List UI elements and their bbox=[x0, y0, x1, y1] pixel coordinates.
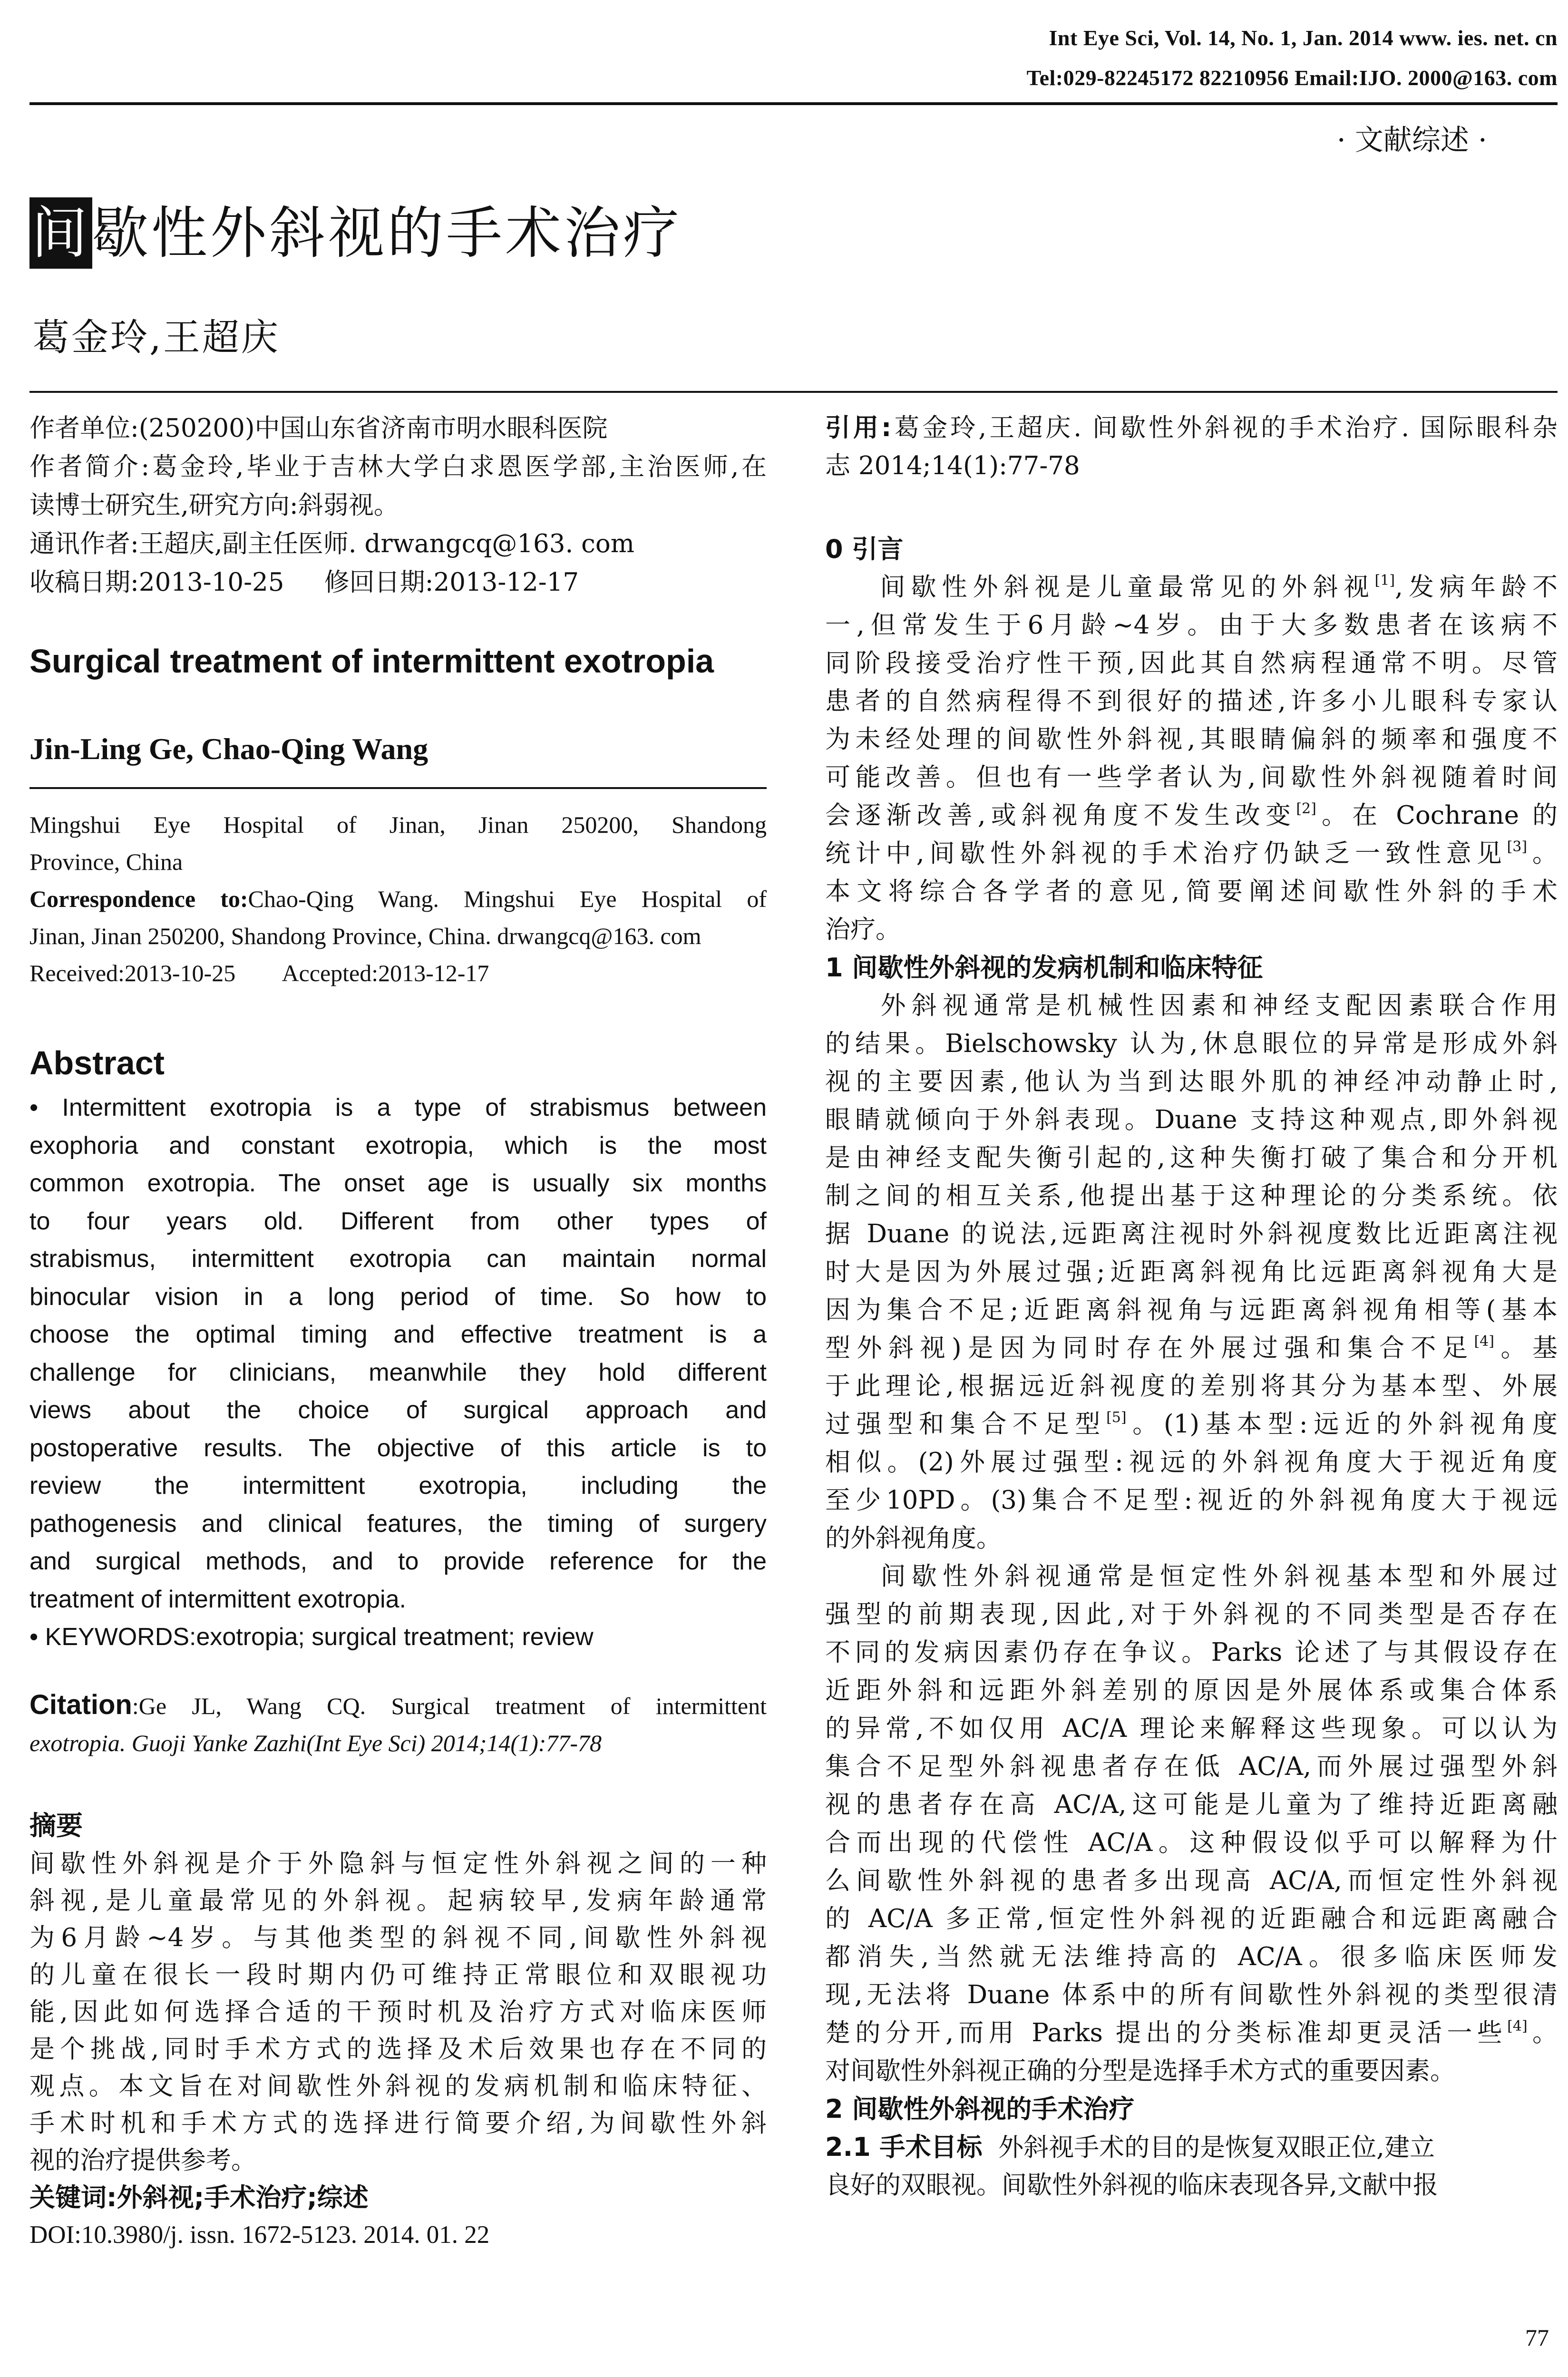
body-text bbox=[825, 530, 1558, 2204]
body-line: 可能改善。但也有一些学者认为,间歇性外斜视随着时间 bbox=[825, 763, 1558, 792]
cite-cn-label: 引用: bbox=[825, 413, 892, 442]
section-heading-2: 2 间歇性外斜视的手术治疗 bbox=[825, 2094, 1135, 2124]
body-line: 相似。(2)外展过强型:视远的外斜视角度大于视近角度 bbox=[825, 1448, 1558, 1477]
body-line: 型外斜视)是因为同时存在外展过强和集合不足[4]。基 bbox=[825, 1333, 1558, 1363]
info-line: 读博士研究生,研究方向:斜弱视。 bbox=[29, 491, 399, 520]
body-line: 对间歇性外斜视正确的分型是选择手术方式的重要因素。 bbox=[825, 2056, 1455, 2085]
body-line: 患者的自然病程得不到很好的描述,许多小儿眼科专家认 bbox=[825, 687, 1558, 716]
keywords-line: • KEYWORDS:exotropia; surgical treatment; review bbox=[29, 1623, 594, 1651]
body-line: 据 Duane 的说法,远距离注视时外斜视度数比近距离注视 bbox=[825, 1219, 1558, 1248]
body-line: 视的患者存在高 AC/A,这可能是儿童为了维持近距离融 bbox=[825, 1790, 1558, 1819]
abstract-line: common exotropia. The onset age is usually six months bbox=[29, 1169, 767, 1197]
abstract-line: treatment of intermittent exotropia. bbox=[29, 1585, 406, 1613]
body-line: 于此理论,根据远近斜视度的差别将其分为基本型、外展 bbox=[825, 1372, 1558, 1401]
body-line: 同阶段接受治疗性干预,因此其自然病程通常不明。尽管 bbox=[825, 649, 1558, 678]
zhaiyao-line: 能,因此如何选择合适的干预时机及治疗方式对临床医师 bbox=[29, 1997, 767, 2026]
abstract-line: views about the choice of surgical approach and bbox=[29, 1396, 767, 1424]
citation-line: exotropia. Guoji Yanke Zazhi(Int Eye Sci) 2014;14(1):77-78 bbox=[29, 1730, 602, 1756]
body-line: 的异常,不如仅用 AC/A 理论来解释这些现象。可以认为 bbox=[825, 1714, 1558, 1743]
body-line: 视的主要因素,他认为当到达眼外肌的神经冲动静止时, bbox=[825, 1067, 1558, 1096]
body-line: 本文将综合各学者的意见,简要阐述间歇性外斜的手术 bbox=[825, 877, 1558, 906]
abstract-line: to four years old. Different from other types of bbox=[29, 1207, 767, 1235]
body-line: 的外斜视角度。 bbox=[825, 1524, 1002, 1553]
correspondence-line: Jinan, Jinan 250200, Shandong Province, China. drwangcq@163. com bbox=[29, 923, 701, 949]
body-line: 统计中,间歇性外斜视的手术治疗仍缺乏一致性意见[3]。 bbox=[825, 838, 1558, 868]
cite-cn-line: 引用:葛金玲,王超庆. 间歇性外斜视的手术治疗. 国际眼科杂 bbox=[825, 413, 1558, 442]
body-line: 至少10PD。(3)集合不足型:视近的外斜视角度大于视远 bbox=[825, 1486, 1558, 1515]
zhaiyao-heading: 摘要 bbox=[29, 1811, 83, 1841]
body-line: 会逐渐改善,或斜视角度不发生改变[2]。在 Cochrane 的 bbox=[825, 800, 1558, 830]
title-first-char: 间 bbox=[29, 197, 92, 269]
body-line: 为未经处理的间歇性外斜视,其眼睛偏斜的频率和强度不 bbox=[825, 725, 1558, 754]
zhaiyao-line: 的儿童在很长一段时期内仍可维持正常眼位和双眼视功 bbox=[29, 1960, 767, 1989]
citation-label: Citation bbox=[29, 1689, 132, 1720]
abstract-heading: Abstract bbox=[29, 1044, 165, 1081]
info-line: 作者简介:葛金玲,毕业于吉林大学白求恩医学部,主治医师,在 bbox=[29, 452, 767, 481]
citation-line: Citation:Ge JL, Wang CQ. Surgical treatment of intermittent bbox=[29, 1689, 767, 1720]
body-line: 合而出现的代偿性 AC/A。这种假设似乎可以解释为什 bbox=[825, 1828, 1558, 1857]
zhaiyao-line: 观点。本文旨在对间歇性外斜视的发病机制和临床特征、 bbox=[29, 2072, 767, 2101]
affil-line: Province, China bbox=[29, 848, 183, 875]
english-title: Surgical treatment of intermittent exotropia bbox=[29, 643, 714, 680]
body-line: 集合不足型外斜视患者存在低 AC/A,而外展过强型外斜 bbox=[825, 1752, 1558, 1781]
info-line: 收稿日期:2013-10-25 修回日期:2013-12-17 bbox=[29, 568, 579, 597]
body-line: 都消失,当然就无法维持高的 AC/A。很多临床医师发 bbox=[825, 1942, 1558, 1971]
section-heading-1: 1 间歇性外斜视的发病机制和临床特征 bbox=[825, 953, 1263, 983]
body-line: 时大是因为外展过强;近距离斜视角比远距离斜视角大是 bbox=[825, 1257, 1558, 1286]
body-line: 过强型和集合不足型[5]。(1)基本型:远近的外斜视角度 bbox=[825, 1409, 1558, 1439]
journal-info: Int Eye Sci, Vol. 14, No. 1, Jan. 2014 www. ies. net. cn bbox=[1049, 26, 1558, 50]
abstract-line: binocular vision in a long period of time. So how to bbox=[29, 1283, 767, 1311]
page-number: 77 bbox=[1525, 2324, 1549, 2351]
body-line: 治疗。 bbox=[825, 915, 901, 944]
section-heading-0: 0 引言 bbox=[825, 534, 904, 564]
body-line: 强型的前期表现,因此,对于外斜视的不同类型是否存在 bbox=[825, 1600, 1558, 1629]
zhaiyao-line: 间歇性外斜视是介于外隐斜与恒定性外斜视之间的一种 bbox=[29, 1849, 767, 1878]
affil-line: Mingshui Eye Hospital of Jinan, Jinan 250200, Shandong bbox=[29, 811, 767, 838]
body-line: 楚的分开,而用 Parks 提出的分类标准却更灵活一些[4]。 bbox=[825, 2018, 1558, 2047]
body-line: 良好的双眼视。间歇性外斜视的临床表现各异,文献中报 bbox=[825, 2171, 1438, 2200]
abstract-line: • Intermittent exotropia is a type of strabismus between bbox=[29, 1094, 767, 1121]
reference-mark: [1] bbox=[1374, 572, 1395, 589]
abstract-body bbox=[29, 1089, 767, 1656]
zhaiyao-line: 是个挑战,同时手术方式的选择及术后效果也存在不同的 bbox=[29, 2035, 767, 2064]
body-line: 间歇性外斜视通常是恒定性外斜视基本型和外展过 bbox=[825, 1562, 1558, 1591]
correspondence-line: Correspondence to:Chao-Qing Wang. Mingshui Eye Hospital of bbox=[29, 886, 767, 912]
author-info bbox=[29, 409, 767, 602]
body-line: 制之间的相互关系,他提出基于这种理论的分类系统。依 bbox=[825, 1181, 1558, 1210]
abstract-line: pathogenesis and clinical features, the timing of surgery bbox=[29, 1510, 767, 1538]
body-line: 因为集合不足;近距离斜视角与远距离斜视角相等(基本 bbox=[825, 1296, 1558, 1325]
zhaiyao-line: 为6月龄~4岁。与其他类型的斜视不同,间歇性外斜视 bbox=[29, 1923, 767, 1952]
english-rule bbox=[29, 787, 767, 789]
info-line: 作者单位:(250200)中国山东省济南市明水眼科医院 bbox=[29, 414, 608, 443]
article-title bbox=[29, 197, 682, 269]
correspondence-label: Correspondence to: bbox=[29, 886, 248, 912]
header-rule bbox=[29, 102, 1558, 105]
abstract-line: strabismus, intermittent exotropia can maintain normal bbox=[29, 1245, 767, 1273]
english-affiliation bbox=[29, 806, 767, 992]
zhaiyao-keywords: 关键词:外斜视;手术治疗;综述 bbox=[29, 2182, 369, 2212]
reference-mark: [3] bbox=[1507, 838, 1528, 855]
cite-cn bbox=[825, 409, 1558, 485]
body-line: 不同的发病因素仍存在争议。Parks 论述了与其假设存在 bbox=[825, 1638, 1558, 1667]
body-line: 么间歇性外斜视的患者多出现高 AC/A,而恒定性外斜视 bbox=[825, 1866, 1558, 1895]
citation bbox=[29, 1686, 767, 1762]
info-line: 通讯作者:王超庆,副主任医师. drwangcq@163. com bbox=[29, 529, 634, 558]
title-rest: 歇性外斜视的手术治疗 bbox=[92, 200, 682, 266]
abstract-line: exophoria and constant exotropia, which is the most bbox=[29, 1131, 767, 1159]
reference-mark: [4] bbox=[1507, 2018, 1528, 2035]
reference-mark: [4] bbox=[1474, 1333, 1494, 1350]
abstract-line: postoperative results. The objective of this article is to bbox=[29, 1434, 767, 1462]
journal-contact: Tel:029-82245172 82210956 Email:IJO. 2000@163. com bbox=[1026, 66, 1558, 90]
cite-cn-line: 志 2014;14(1):77-78 bbox=[825, 451, 1080, 480]
body-line: 外斜视通常是机械性因素和神经支配因素联合作用 bbox=[825, 991, 1558, 1020]
doi: DOI:10.3980/j. issn. 1672-5123. 2014. 01. 22 bbox=[29, 2221, 490, 2249]
title-rule bbox=[29, 391, 1558, 393]
abstract-line: choose the optimal timing and effective treatment is a bbox=[29, 1321, 767, 1348]
body-line: 间歇性外斜视是儿童最常见的外斜视[1],发病年龄不 bbox=[825, 572, 1558, 602]
subsection-line: 2.1 手术目标 外斜视手术的目的是恢复双眼正位,建立 bbox=[825, 2132, 1435, 2162]
body-line: 的结果。Bielschowsky 认为,休息眼位的异常是形成外斜 bbox=[825, 1029, 1558, 1058]
subsection-heading-2-1: 2.1 手术目标 bbox=[825, 2132, 983, 2162]
body-line: 一,但常发生于6月龄~4岁。由于大多数患者在该病不 bbox=[825, 611, 1558, 640]
zhaiyao-body bbox=[29, 1845, 767, 2253]
body-line: 眼睛就倾向于外斜表现。Duane 支持这种观点,即外斜视 bbox=[825, 1105, 1558, 1134]
abstract-line: challenge for clinicians, meanwhile they hold different bbox=[29, 1358, 767, 1386]
zhaiyao-line: 视的治疗提供参考。 bbox=[29, 2146, 256, 2175]
zhaiyao-line: 手术时机和手术方式的选择进行简要介绍,为间歇性外斜 bbox=[29, 2109, 767, 2138]
abstract-line: and surgical methods, and to provide reference for the bbox=[29, 1548, 767, 1575]
body-line: 现,无法将 Duane 体系中的所有间歇性外斜视的类型很清 bbox=[825, 1980, 1558, 2009]
body-line: 近距外斜和远距外斜差别的原因是外展体系或集合体系 bbox=[825, 1676, 1558, 1705]
zhaiyao-line: 斜视,是儿童最常见的外斜视。起病较早,发病年龄通常 bbox=[29, 1886, 767, 1915]
section-tag: · 文献综述 · bbox=[1336, 124, 1487, 157]
received-line: Received:2013-10-25 Accepted:2013-12-17 bbox=[29, 960, 489, 986]
authors-cn: 葛金玲,王超庆 bbox=[32, 316, 280, 359]
body-line: 是由神经支配失衡引起的,这种失衡打破了集合和分开机 bbox=[825, 1143, 1558, 1172]
body-line: 的 AC/A 多正常,恒定性外斜视的近距融合和远距离融合 bbox=[825, 1904, 1558, 1933]
abstract-line: review the intermittent exotropia, including the bbox=[29, 1472, 767, 1500]
english-authors: Jin-Ling Ge, Chao-Qing Wang bbox=[29, 732, 429, 766]
reference-mark: [2] bbox=[1296, 800, 1316, 817]
reference-mark: [5] bbox=[1106, 1409, 1127, 1426]
